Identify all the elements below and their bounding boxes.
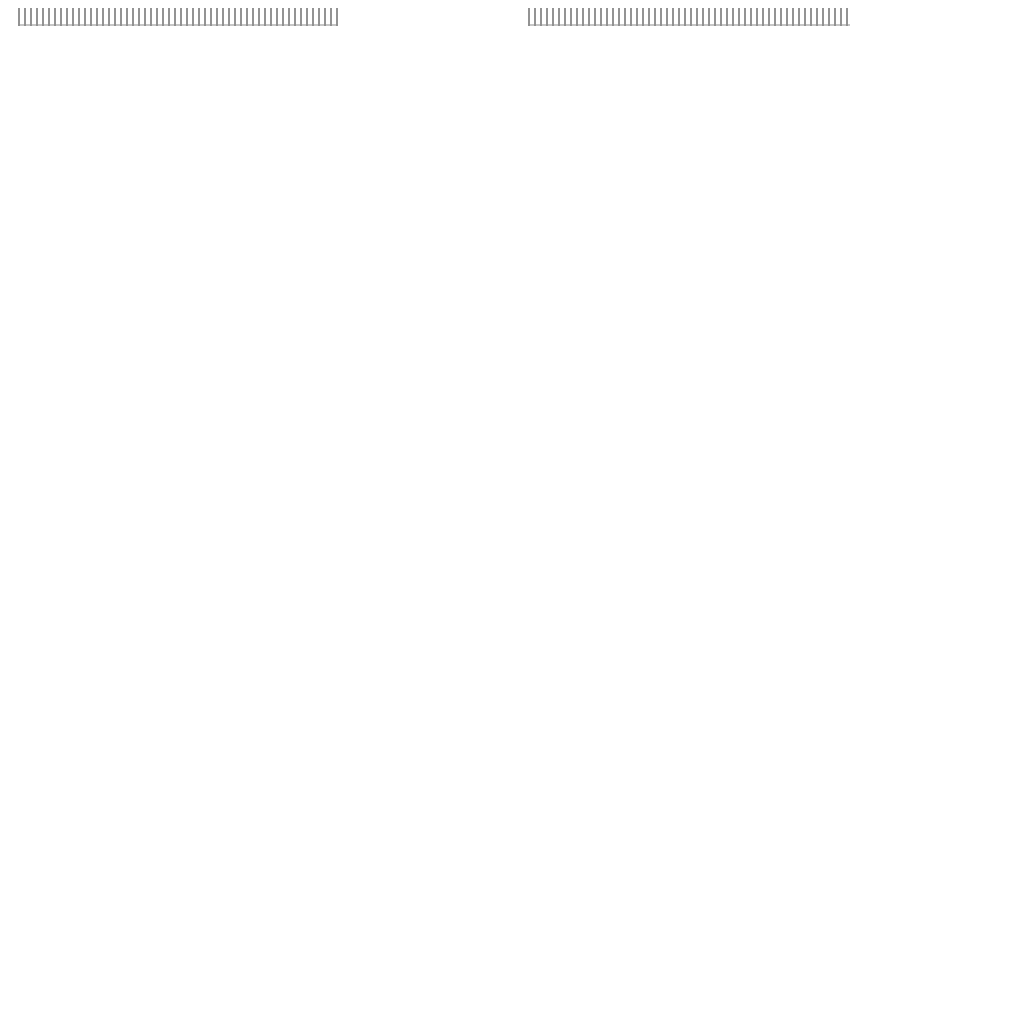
right-header-line bbox=[528, 0, 850, 30]
right-text-column bbox=[528, 0, 1000, 1024]
left-text-column bbox=[18, 0, 492, 1024]
left-header-line bbox=[18, 0, 338, 30]
